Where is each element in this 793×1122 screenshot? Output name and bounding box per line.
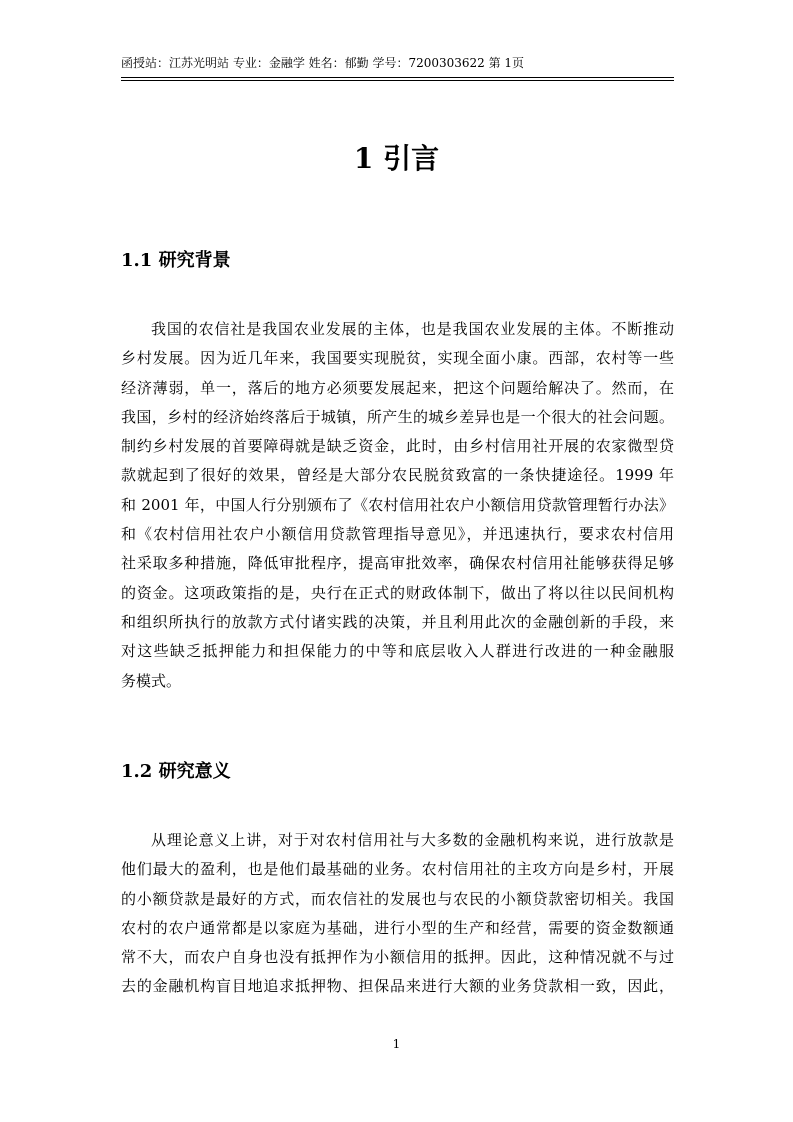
paragraph-line: 务模式。 xyxy=(121,671,182,690)
section-title-significance: 1.2 研究意义 xyxy=(121,761,231,782)
paragraph-line: 我国，乡村的经济始终落后于城镇，所产生的城乡差异也是一个很大的社会问题。 xyxy=(121,407,674,426)
chapter-title: 1 引言 xyxy=(353,142,440,175)
paragraph-line: 的资金。这项政策指的是，央行在正式的财政体制下，做出了将以往以民间机构 xyxy=(121,583,674,602)
paragraph-line: 社采取多种措施，降低审批程序，提高审批效率，确保农村信用社能够获得足够 xyxy=(121,554,674,573)
paragraph-line: 乡村发展。因为近几年来，我国要实现脱贫，实现全面小康。西部，农村等一些 xyxy=(121,349,674,368)
section-body-significance xyxy=(121,826,674,1002)
paragraph-line: 对这些缺乏抵押能力和担保能力的中等和底层收入人群进行改进的一种金融服 xyxy=(121,642,674,661)
paragraph-line: 和《农村信用社农户小额信用贷款管理指导意见》，并迅速执行，要求农村信用 xyxy=(121,525,674,544)
paragraph-line: 制约乡村发展的首要障碍就是缺乏资金，此时，由乡村信用社开展的农家微型贷 xyxy=(121,437,674,456)
paragraph-line: 常不大，而农户自身也没有抵押作为小额信用的抵押。因此，这种情况就不与过 xyxy=(121,948,674,967)
section-title-background: 1.1 研究背景 xyxy=(121,250,231,271)
page-number: 1 xyxy=(392,1037,401,1051)
paragraph-line: 他们最大的盈利，也是他们最基础的业务。农村信用社的主攻方向是乡村，开展 xyxy=(121,860,674,879)
section-body-background xyxy=(121,315,674,696)
paragraph-line: 我国的农信社是我国农业发展的主体，也是我国农业发展的主体。不断推动 xyxy=(151,320,674,338)
paragraph-line: 和组织所执行的放款方式付诸实践的决策，并且利用此次的金融创新的手段，来 xyxy=(121,612,674,631)
paragraph-line: 经济薄弱，单一，落后的地方必须要发展起来，把这个问题给解决了。然而，在 xyxy=(121,378,674,397)
header-rule-thick xyxy=(121,80,674,81)
paragraph-line: 的小额贷款是最好的方式，而农信社的发展也与农民的小额贷款密切相关。我国 xyxy=(121,889,674,908)
paragraph-line: 从理论意义上讲，对于对农村信用社与大多数的金融机构来说，进行放款是 xyxy=(151,831,674,849)
paragraph-line: 农村的农户通常都是以家庭为基础，进行小型的生产和经营，需要的资金数额通 xyxy=(121,918,674,937)
paragraph-line: 去的金融机构盲目地追求抵押物、担保品来进行大额的业务贷款相一致，因此， xyxy=(121,977,674,996)
header-rule-thin xyxy=(121,77,674,78)
page-header: 函授站：江苏光明站 专业：金融学 姓名：郁勤 学号：7200303622 第 1页 xyxy=(121,56,525,70)
paragraph-line: 和 2001 年，中国人行分别颁布了《农村信用社农户小额信用贷款管理暂行办法》 xyxy=(121,495,674,514)
paragraph-line: 款就起到了很好的效果，曾经是大部分农民脱贫致富的一条快捷途径。1999 年 xyxy=(121,466,674,485)
